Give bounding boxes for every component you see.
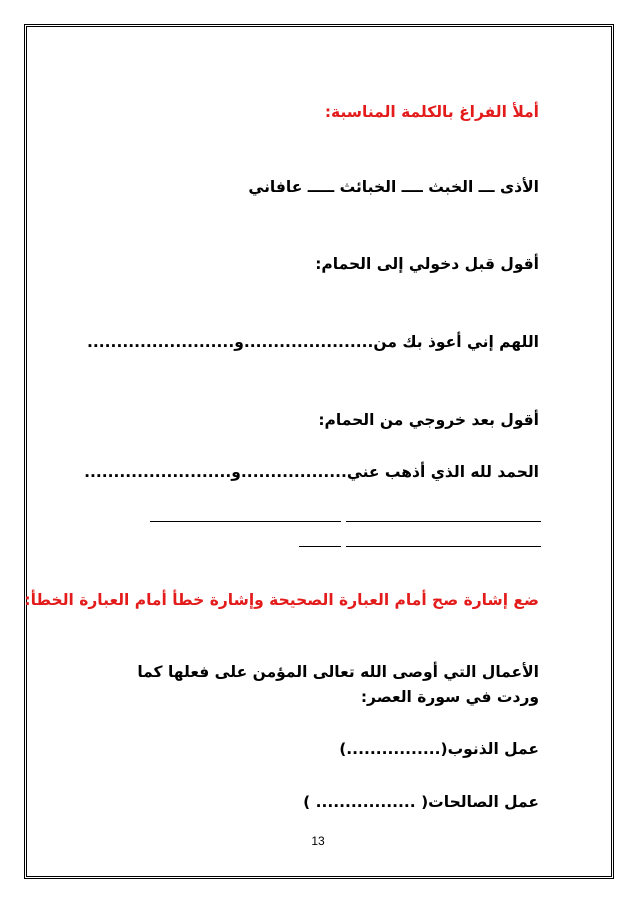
answer-rule-left-2 [299, 546, 341, 547]
option-good-deeds: عمل الصالحات( ................. ) [303, 793, 539, 811]
answer-rule-right-2 [346, 546, 541, 547]
answer-rule-left-1 [150, 521, 341, 522]
word-bank: الأذى ـــ الخبث ــــ الخبائث ـــــ عافاني [248, 178, 539, 196]
answer-rule-right-1 [346, 521, 541, 522]
before-entering-label: أقول قبل دخولي إلى الحمام: [315, 255, 539, 273]
after-exiting-label: أقول بعد خروجي من الحمام: [318, 411, 539, 429]
option-sins: عمل الذنوب(................) [339, 740, 539, 758]
page-number: 13 [311, 834, 325, 848]
fill-blank-heading: أملأ الفراغ بالكلمة المناسبة: [324, 103, 539, 121]
after-exiting-prayer: الحمد لله الذي أذهب عني..................و......................... [84, 463, 539, 481]
surah-asr-question: الأعمال التي أوصى الله تعالى المؤمن على فعلها كما وردت في سورة العصر: [137, 663, 539, 706]
before-entering-prayer: اللهم إني أعوذ بك من......................و......................... [87, 333, 539, 351]
true-false-heading: ضع إشارة صح أمام العبارة الصحيحة وإشارة خطأ أمام العبارة الخطأ: [24, 591, 539, 609]
